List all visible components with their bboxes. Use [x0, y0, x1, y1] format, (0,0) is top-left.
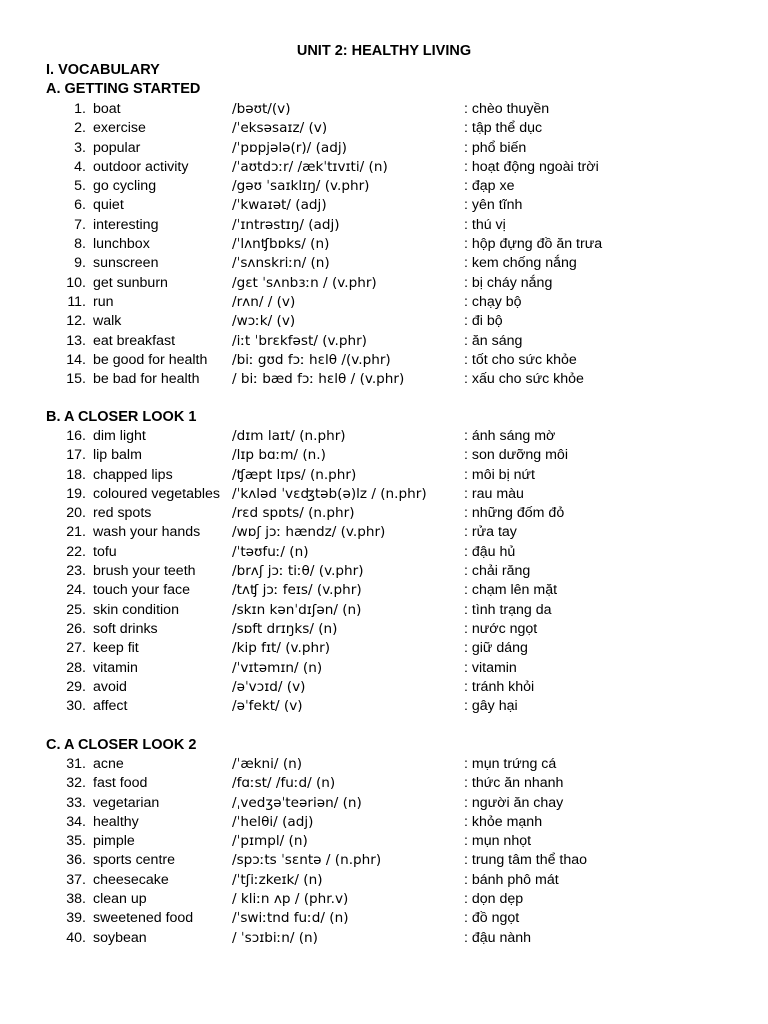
- vocab-pronunciation: /ˈvɪtəmɪn/ (n): [232, 659, 323, 676]
- vocab-meaning: : gây hại: [464, 698, 518, 715]
- vocab-row: [0, 929, 768, 948]
- vocab-word: coloured vegetables: [93, 485, 220, 502]
- vocab-meaning: : người ăn chay: [464, 794, 564, 811]
- vocab-word: sports centre: [93, 852, 176, 869]
- vocab-list-closer-look-1: [0, 427, 768, 716]
- vocab-number: 28.: [66, 659, 86, 676]
- vocab-row: [0, 581, 768, 600]
- vocab-pronunciation: /ˈswiːtnd fuːd/ (n): [232, 910, 349, 927]
- vocab-meaning: : ăn sáng: [464, 332, 523, 349]
- vocab-pronunciation: / ˈsɔɪbiːn/ (n): [232, 929, 318, 946]
- vocab-number: 37.: [66, 871, 86, 888]
- vocab-meaning: : nước ngọt: [464, 620, 538, 637]
- vocab-meaning: : chải răng: [464, 563, 531, 580]
- vocab-word: outdoor activity: [93, 158, 189, 175]
- vocab-word: vitamin: [93, 659, 138, 676]
- vocab-word: quiet: [93, 197, 124, 214]
- vocab-word: brush your teeth: [93, 563, 196, 580]
- vocab-row: [0, 332, 768, 351]
- vocab-pronunciation: /spɔːts ˈsɛntə / (n.phr): [232, 852, 382, 869]
- vocab-row: [0, 678, 768, 697]
- vocab-row: [0, 177, 768, 196]
- vocab-meaning: : mụn trứng cá: [464, 756, 557, 772]
- vocab-meaning: : mụn nhọt: [464, 833, 532, 850]
- vocab-meaning: : hoạt động ngoài trời: [464, 158, 599, 175]
- vocab-row: [0, 909, 768, 928]
- vocab-word: lunchbox: [93, 236, 150, 253]
- vocab-meaning: : xấu cho sức khỏe: [464, 371, 584, 388]
- vocab-list-getting-started: [0, 100, 768, 389]
- vocab-number: 16.: [66, 428, 86, 444]
- vocab-meaning: : rửa tay: [464, 524, 517, 541]
- section-heading-getting-started: A. GETTING STARTED: [46, 81, 201, 97]
- vocab-word: interesting: [93, 216, 159, 233]
- vocab-row: [0, 119, 768, 138]
- vocab-word: skin condition: [93, 601, 179, 618]
- vocab-number: 2.: [74, 120, 86, 137]
- vocab-word: eat breakfast: [93, 332, 176, 349]
- vocab-word: dim light: [93, 428, 146, 444]
- vocab-meaning: : ánh sáng mờ: [464, 428, 556, 444]
- vocab-number: 12.: [66, 313, 86, 330]
- vocab-word: go cycling: [93, 178, 157, 195]
- vocab-word: wash your hands: [93, 524, 201, 541]
- vocab-word: sweetened food: [93, 910, 194, 927]
- vocab-number: 8.: [74, 236, 86, 253]
- vocab-row: [0, 620, 768, 639]
- vocabulary-heading: I. VOCABULARY: [46, 62, 160, 78]
- vocab-meaning: : tốt cho sức khỏe: [464, 351, 577, 368]
- vocab-pronunciation: /ʧæpt lɪps/ (n.phr): [232, 466, 357, 483]
- vocab-row: [0, 446, 768, 465]
- vocab-meaning: : dọn dẹp: [464, 891, 524, 908]
- vocab-word: affect: [93, 698, 128, 715]
- vocab-pronunciation: /əˈvɔɪd/ (v): [232, 678, 306, 695]
- vocab-number: 6.: [74, 197, 86, 214]
- vocab-meaning: : rau màu: [464, 485, 524, 502]
- vocab-meaning: : chạy bộ: [464, 293, 522, 310]
- vocab-row: [0, 659, 768, 678]
- vocab-word: pimple: [93, 833, 135, 850]
- vocab-meaning: : vitamin: [464, 659, 517, 676]
- vocab-pronunciation: /ˈhelθi/ (adj): [232, 813, 314, 830]
- vocab-meaning: : những đốm đỏ: [464, 505, 565, 522]
- vocab-pronunciation: /gəʊ ˈsaɪklɪŋ/ (v.phr): [232, 178, 370, 195]
- vocab-pronunciation: /ˈɪntrəstɪŋ/ (adj): [232, 216, 340, 233]
- vocab-row: [0, 813, 768, 832]
- vocab-word: be bad for health: [93, 371, 200, 388]
- vocab-row: [0, 427, 768, 446]
- vocab-meaning: : trung tâm thể thao: [464, 852, 588, 869]
- vocab-number: 23.: [66, 563, 86, 580]
- vocab-row: [0, 485, 768, 504]
- vocab-number: 25.: [66, 601, 86, 618]
- vocab-meaning: : tình trạng da: [464, 601, 552, 618]
- vocab-pronunciation: /bəʊt/(v): [232, 101, 291, 117]
- vocab-row: [0, 890, 768, 909]
- section-heading-closer-look-2: C. A CLOSER LOOK 2: [46, 737, 197, 753]
- vocab-row: [0, 254, 768, 273]
- vocab-word: touch your face: [93, 582, 191, 599]
- vocab-number: 14.: [66, 351, 86, 368]
- vocab-number: 21.: [66, 524, 86, 541]
- vocab-word: clean up: [93, 891, 147, 908]
- vocab-number: 11.: [67, 293, 86, 310]
- vocab-list-closer-look-2: [0, 755, 768, 948]
- vocab-word: acne: [93, 756, 124, 772]
- vocab-number: 7.: [74, 216, 86, 233]
- vocab-meaning: : bánh phô mát: [464, 871, 559, 888]
- vocab-number: 40.: [66, 929, 86, 946]
- vocab-row: [0, 601, 768, 620]
- vocab-meaning: : môi bị nứt: [464, 466, 535, 483]
- vocab-number: 38.: [66, 891, 86, 908]
- vocab-row: [0, 562, 768, 581]
- vocab-number: 35.: [66, 833, 86, 850]
- vocab-row: [0, 504, 768, 523]
- vocab-number: 3.: [74, 139, 86, 156]
- vocab-meaning: : đậu hủ: [464, 543, 516, 560]
- vocab-pronunciation: /ˈlʌnʧbɒks/ (n): [232, 236, 330, 253]
- vocab-number: 15.: [66, 371, 86, 388]
- vocab-meaning: : tránh khỏi: [464, 678, 535, 695]
- vocab-meaning: : hộp đựng đồ ăn trưa: [464, 236, 603, 253]
- vocab-number: 34.: [66, 813, 86, 830]
- vocab-pronunciation: /fɑːst/ /fuːd/ (n): [232, 775, 336, 792]
- vocab-word: vegetarian: [93, 794, 160, 811]
- vocab-pronunciation: /ˈpɒpjələ(r)/ (adj): [232, 139, 347, 156]
- vocab-number: 27.: [66, 640, 86, 657]
- vocab-pronunciation: /iːt ˈbrɛkfəst/ (v.phr): [232, 332, 367, 349]
- vocab-pronunciation: / kliːn ʌp / (phr.v): [232, 891, 349, 908]
- vocab-number: 1.: [74, 101, 86, 117]
- vocab-word: tofu: [93, 543, 117, 560]
- vocab-meaning: : thú vị: [464, 216, 506, 233]
- vocab-pronunciation: /biː gʊd fɔː hɛlθ /(v.phr): [232, 351, 391, 368]
- vocab-row: [0, 274, 768, 293]
- vocab-word: soft drinks: [93, 620, 158, 637]
- vocab-pronunciation: /dɪm laɪt/ (n.phr): [232, 428, 346, 444]
- vocab-pronunciation: /ˈeksəsaɪz/ (v): [232, 120, 328, 137]
- vocab-number: 5.: [74, 178, 86, 195]
- vocab-meaning: : đạp xe: [464, 178, 515, 195]
- vocab-meaning: : tập thể dục: [464, 120, 543, 137]
- vocab-number: 36.: [66, 852, 86, 869]
- vocab-number: 31.: [66, 756, 86, 772]
- vocab-number: 30.: [66, 698, 86, 715]
- vocab-row: [0, 523, 768, 542]
- vocab-row: [0, 851, 768, 870]
- vocab-row: [0, 871, 768, 890]
- vocab-pronunciation: /skɪn kənˈdɪʃən/ (n): [232, 601, 362, 618]
- vocab-row: [0, 794, 768, 813]
- vocab-number: 19.: [66, 485, 86, 502]
- vocab-pronunciation: /ˈpɪmpl/ (n): [232, 833, 308, 850]
- vocab-word: get sunburn: [93, 274, 168, 291]
- vocab-pronunciation: /ˈtʃiːzkeɪk/ (n): [232, 871, 323, 888]
- vocab-word: keep fit: [93, 640, 139, 657]
- vocab-number: 18.: [66, 466, 86, 483]
- vocab-meaning: : kem chống nắng: [464, 255, 577, 272]
- vocab-pronunciation: /gɛt ˈsʌnbɜːn / (v.phr): [232, 274, 377, 291]
- vocab-meaning: : đậu nành: [464, 929, 532, 946]
- vocab-word: popular: [93, 139, 141, 156]
- vocab-number: 22.: [66, 543, 86, 560]
- vocab-row: [0, 832, 768, 851]
- vocab-row: [0, 100, 768, 119]
- vocab-meaning: : giữ dáng: [464, 640, 528, 657]
- vocab-number: 4.: [74, 158, 86, 175]
- vocab-word: walk: [93, 313, 122, 330]
- vocab-word: avoid: [93, 678, 127, 695]
- vocab-number: 39.: [66, 910, 86, 927]
- vocab-word: chapped lips: [93, 466, 173, 483]
- vocab-number: 10.: [66, 274, 86, 291]
- vocab-word: healthy: [93, 813, 139, 830]
- vocab-pronunciation: /kip fɪt/ (v.phr): [232, 640, 330, 657]
- vocab-row: [0, 466, 768, 485]
- vocab-row: [0, 697, 768, 716]
- vocab-pronunciation: /rɛd spɒts/ (n.phr): [232, 505, 355, 522]
- vocab-number: 9.: [74, 255, 86, 272]
- vocab-meaning: : bị cháy nắng: [464, 274, 553, 291]
- vocab-row: [0, 196, 768, 215]
- vocab-pronunciation: /tʌʧ jɔː feɪs/ (v.phr): [232, 582, 362, 599]
- page-title: UNIT 2: HEALTHY LIVING: [296, 43, 472, 59]
- vocab-row: [0, 755, 768, 774]
- vocab-row: [0, 158, 768, 177]
- vocab-number: 32.: [66, 775, 86, 792]
- vocab-word: sunscreen: [93, 255, 159, 272]
- vocab-pronunciation: /əˈfekt/ (v): [232, 698, 303, 715]
- vocab-pronunciation: /rʌn/ / (v): [232, 293, 296, 310]
- vocab-meaning: : đi bộ: [464, 313, 503, 330]
- vocab-meaning: : chèo thuyền: [464, 101, 550, 117]
- vocab-pronunciation: /ˈaʊtdɔːr/ /ækˈtɪvɪti/ (n): [232, 158, 388, 175]
- vocab-word: boat: [93, 101, 121, 117]
- vocab-word: cheesecake: [93, 871, 169, 888]
- vocab-number: 17.: [66, 447, 86, 464]
- vocab-number: 13.: [66, 332, 86, 349]
- vocab-meaning: : phổ biến: [464, 139, 527, 156]
- vocab-meaning: : yên tĩnh: [464, 197, 523, 214]
- vocab-number: 26.: [66, 620, 86, 637]
- vocab-word: soybean: [93, 929, 147, 946]
- vocab-meaning: : đồ ngọt: [464, 910, 520, 927]
- vocab-row: [0, 216, 768, 235]
- vocab-meaning: : thức ăn nhanh: [464, 775, 564, 792]
- vocab-row: [0, 351, 768, 370]
- vocab-number: 24.: [66, 582, 86, 599]
- vocab-word: lip balm: [93, 447, 142, 464]
- vocab-row: [0, 139, 768, 158]
- vocab-meaning: : chạm lên mặt: [464, 582, 558, 599]
- vocab-pronunciation: /ˌvedʒəˈteəriən/ (n): [232, 794, 362, 811]
- vocab-word: red spots: [93, 505, 152, 522]
- vocab-pronunciation: /lɪp bɑːm/ (n.): [232, 447, 326, 464]
- vocab-pronunciation: /wɒʃ jɔː hændz/ (v.phr): [232, 524, 386, 541]
- vocab-word: exercise: [93, 120, 146, 137]
- vocab-meaning: : son dưỡng môi: [464, 447, 568, 464]
- vocab-pronunciation: /sɒft drɪŋks/ (n): [232, 620, 338, 637]
- vocab-number: 29.: [66, 678, 86, 695]
- vocab-row: [0, 639, 768, 658]
- vocab-pronunciation: /ˈtəʊfuː/ (n): [232, 543, 309, 560]
- vocab-row: [0, 543, 768, 562]
- vocab-number: 20.: [66, 505, 86, 522]
- vocab-pronunciation: / biː bæd fɔː hɛlθ / (v.phr): [232, 371, 405, 388]
- vocab-pronunciation: /ˈsʌnskriːn/ (n): [232, 255, 330, 272]
- vocab-word: run: [93, 293, 114, 310]
- section-heading-closer-look-1: B. A CLOSER LOOK 1: [46, 409, 197, 425]
- vocab-meaning: : khỏe mạnh: [464, 813, 543, 830]
- vocab-word: be good for health: [93, 351, 208, 368]
- vocab-row: [0, 370, 768, 389]
- vocab-pronunciation: /brʌʃ jɔː tiːθ/ (v.phr): [232, 563, 364, 580]
- vocab-number: 33.: [66, 794, 86, 811]
- vocab-pronunciation: /ˈkwaɪət/ (adj): [232, 197, 327, 214]
- vocab-row: [0, 293, 768, 312]
- vocab-row: [0, 312, 768, 331]
- vocab-pronunciation: /wɔːk/ (v): [232, 313, 296, 330]
- vocab-row: [0, 774, 768, 793]
- vocab-word: fast food: [93, 775, 148, 792]
- vocab-pronunciation: /ˈkʌləd ˈvɛʤtəb(ə)lz / (n.phr): [232, 485, 427, 502]
- vocab-pronunciation: /ˈækni/ (n): [232, 756, 303, 772]
- vocab-row: [0, 235, 768, 254]
